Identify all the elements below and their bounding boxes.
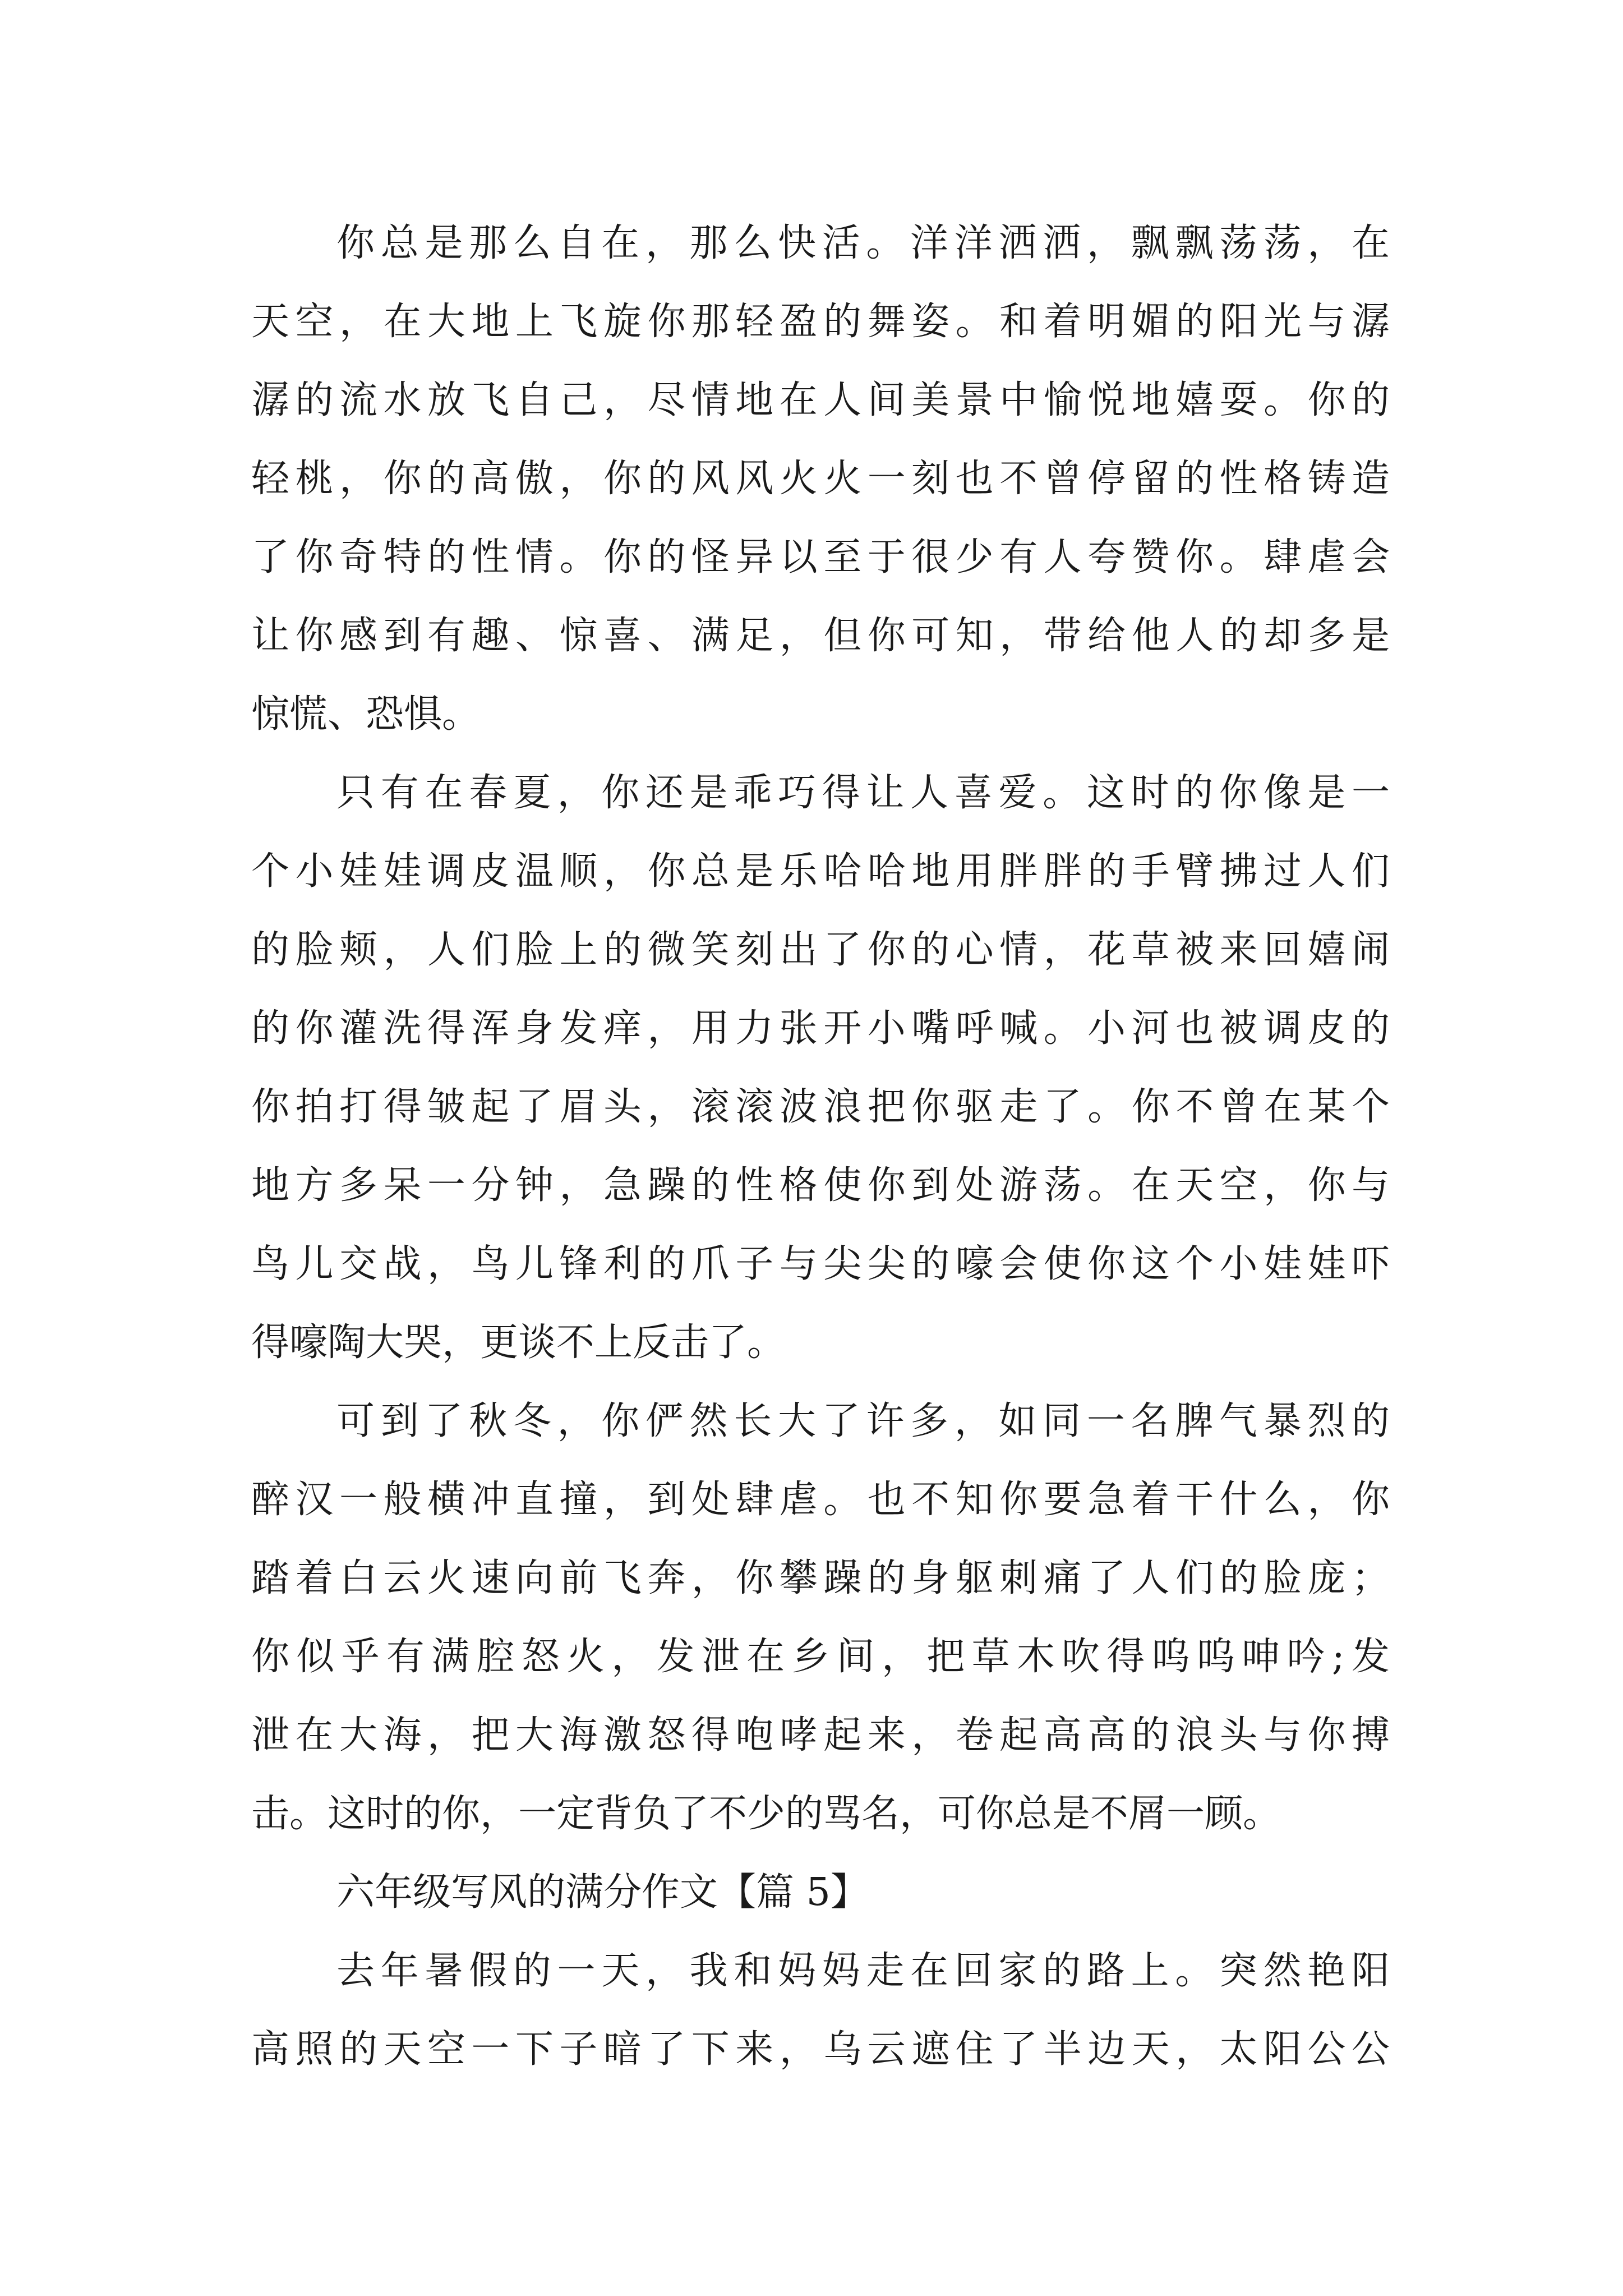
text-line: 的你灌洗得浑身发痒，用力张开小嘴呼喊。小河也被调皮的 <box>251 1006 1390 1051</box>
text-line: 可到了秋冬，你俨然长大了许多，如同一名脾气暴烈的 <box>336 1399 1390 1443</box>
text-line: 你总是那么自在，那么快活。洋洋洒洒，飘飘荡荡，在 <box>336 221 1390 265</box>
text-line: 得嚎陶大哭，更谈不上反击了。 <box>251 1320 786 1365</box>
text-line: 你似乎有满腔怒火，发泄在乡间，把草木吹得呜呜呻吟;发 <box>251 1635 1390 1679</box>
text-line: 惊慌、恐惧。 <box>251 692 481 737</box>
text-line: 你拍打得皱起了眉头，滚滚波浪把你驱走了。你不曾在某个 <box>251 1085 1390 1129</box>
text-line: 的脸颊，人们脸上的微笑刻出了你的心情，花草被来回嬉闹 <box>251 928 1390 972</box>
text-line: 天空，在大地上飞旋你那轻盈的舞姿。和着明媚的阳光与潺 <box>251 300 1390 344</box>
text-line: 击。这时的你，一定背负了不少的骂名，可你总是不屑一顾。 <box>251 1792 1281 1836</box>
text-line: 泄在大海，把大海激怒得咆哮起来，卷起高高的浪头与你搏 <box>251 1713 1390 1757</box>
text-line: 地方多呆一分钟，急躁的性格使你到处游荡。在天空，你与 <box>251 1163 1390 1208</box>
text-line: 踏着白云火速向前飞奔，你攀躁的身躯刺痛了人们的脸庞； <box>251 1556 1390 1600</box>
text-line: 高照的天空一下子暗了下来，乌云遮住了半边天，太阳公公 <box>251 2027 1390 2072</box>
section-heading: 六年级写风的满分作文【篇 5】 <box>336 1870 869 1915</box>
text-line: 了你奇特的性情。你的怪异以至于很少有人夸赞你。肆虐会 <box>251 535 1390 579</box>
text-line: 轻桃，你的高傲，你的风风火火一刻也不曾停留的性格铸造 <box>251 457 1390 501</box>
text-line: 潺的流水放飞自己，尽情地在人间美景中愉悦地嬉耍。你的 <box>251 378 1390 422</box>
text-line: 去年暑假的一天，我和妈妈走在回家的路上。突然艳阳 <box>336 1949 1390 1993</box>
text-line: 个小娃娃调皮温顺，你总是乐哈哈地用胖胖的手臂拂过人们 <box>251 849 1390 894</box>
text-line: 鸟儿交战，鸟儿锋利的爪子与尖尖的嚎会使你这个小娃娃吓 <box>251 1242 1390 1286</box>
text-line: 只有在春夏，你还是乖巧得让人喜爱。这时的你像是一 <box>336 771 1390 815</box>
text-line: 醉汉一般横冲直撞，到处肆虐。也不知你要急着干什么，你 <box>251 1478 1390 1522</box>
text-line: 让你感到有趣、惊喜、满足，但你可知，带给他人的却多是 <box>251 614 1390 658</box>
